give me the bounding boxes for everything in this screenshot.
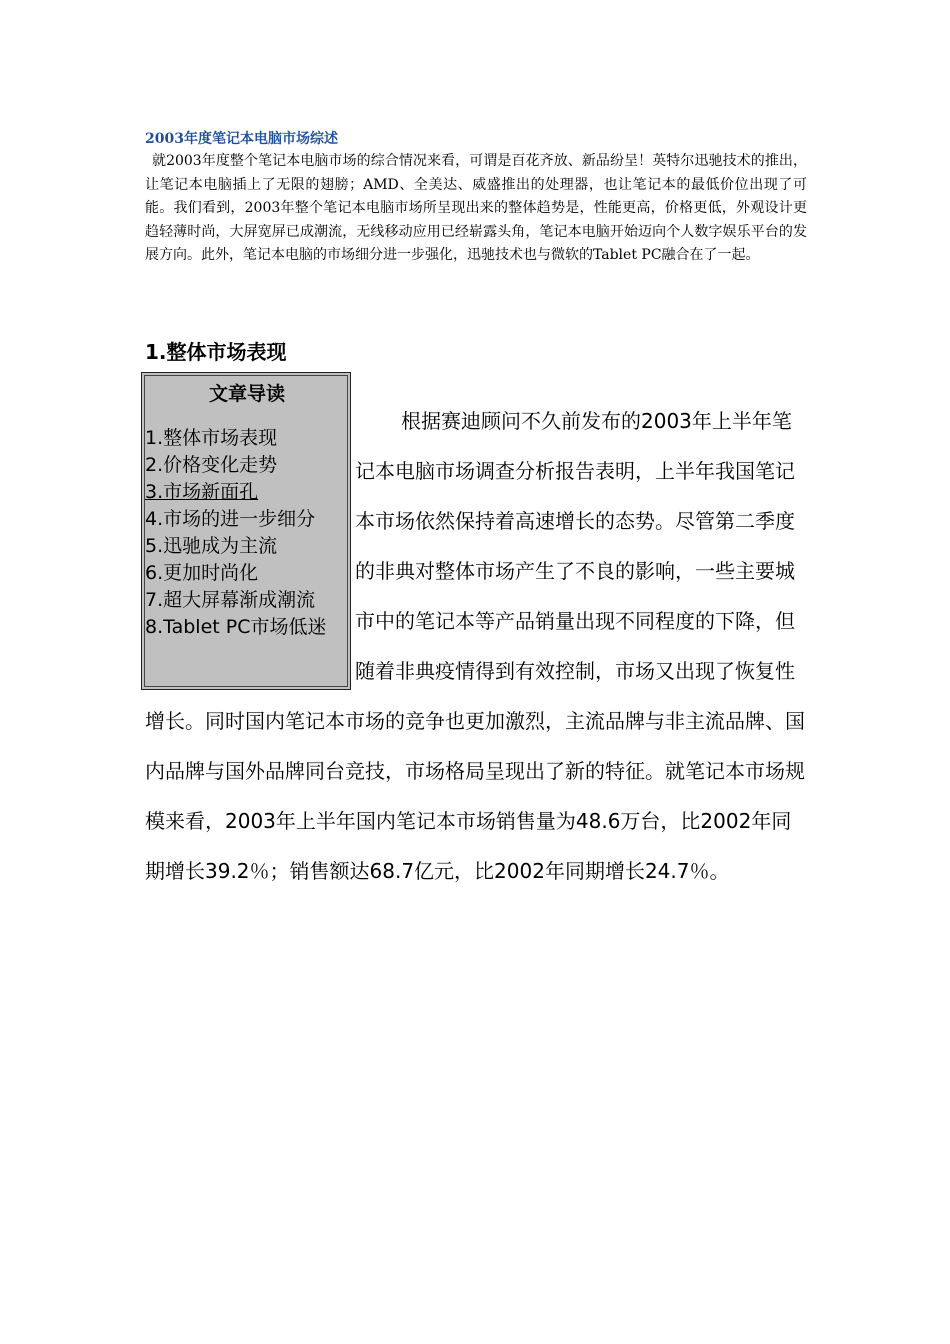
toc-link-new-faces[interactable]: 3.市场新面孔 [145,481,259,503]
document-title: 2003年度笔记本电脑市场综述 [145,131,338,147]
toc-item-overall-market[interactable]: 1.整体市场表现 [145,427,278,449]
section-heading: 1.整体市场表现 [145,340,287,364]
toc-item-segmentation[interactable]: 4.市场的进一步细分 [145,508,316,530]
toc-item-centrino[interactable]: 5.迅驰成为主流 [145,535,278,557]
intro-paragraph: 就2003年度整个笔记本电脑市场的综合情况来看，可谓是百花齐放、新品纷呈！英特尔迅驰技术的推出，让笔记本电脑插上了无限的翅膀；AMD、全美达、威盛推出的处理器，也让笔记本的最低价位出现了可能。我们看到，2003年整个笔记本电脑市场所呈现出来的整体趋势是，性能更高，价格更低，外观设计更趋轻薄时尚，大屏宽屏已成潮流，无线移动应用已经崭露头角，笔记本电脑开始迈向个人数字娱乐平台的发展方向。此外，笔记本电脑的市场细分进一步强化，迅驰技术也与微软的Tablet PC融合在了一起。 [145,153,807,263]
body-paragraph [145,396,805,896]
toc-item-price-trend[interactable]: 2.价格变化走势 [145,454,278,476]
toc-item-large-screen[interactable]: 7.超大屏幕渐成潮流 [145,589,316,611]
body-paragraph-text: 根据赛迪顾问不久前发布的2003年上半年笔记本电脑市场调查分析报告表明，上半年我国笔记本市场依然保持着高速增长的态势。尽管第二季度的非典对整体市场产生了不良的影响，一些主要城市中的笔记本等产品销量出现不同程度的下降，但随着非典疫情得到有效控制，市场又出现了恢复性增长。同时国内笔记本市场的竞争也更加激烈，主流品牌与非主流品牌、国内品牌与国外品牌同台竞技，市场格局呈现出了新的特征。就笔记本市场规模来看，2003年上半年国内笔记本市场销售量为48.6万台，比2002年同期增长39.2％；销售额达68.7亿元，比2002年同期增长24.7％。 [145,409,805,883]
toc-title: 文章导读 [208,383,285,405]
toc-float-spacer [145,396,355,696]
toc-item-fashion[interactable]: 6.更加时尚化 [145,562,259,584]
toc-item-tablet-pc[interactable]: 8.Tablet PC市场低迷 [145,616,327,638]
